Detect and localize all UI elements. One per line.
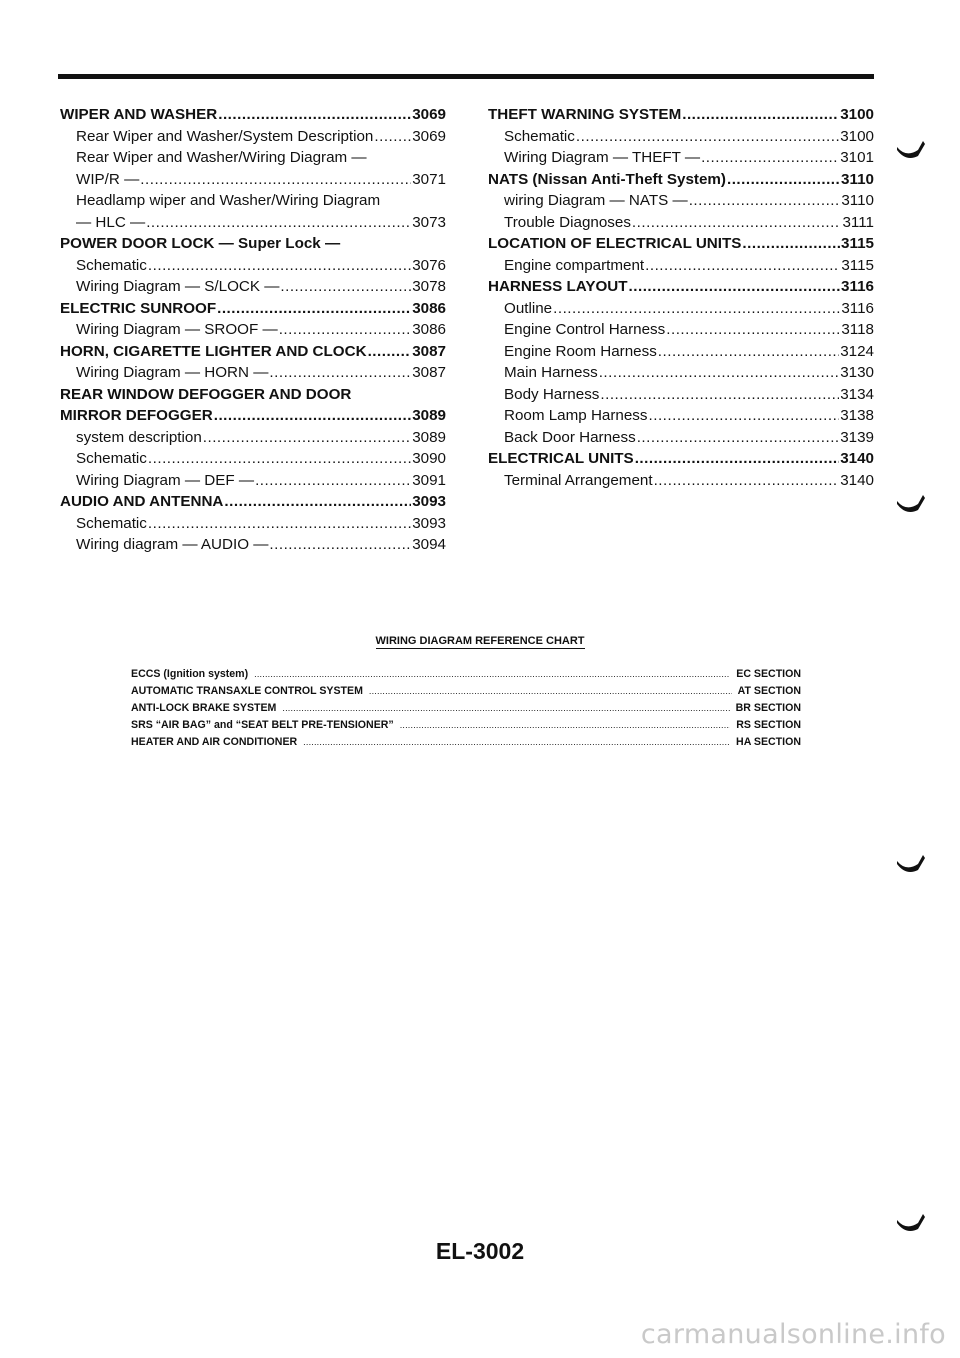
toc-entry-label: wiring Diagram — NATS — <box>504 192 688 209</box>
toc-page-number: 3078 <box>412 278 446 295</box>
toc-entry-label: WIP/R — <box>76 170 140 188</box>
tab-marker-icon <box>896 852 926 874</box>
toc-heading <box>488 104 874 126</box>
toc-heading <box>488 276 874 298</box>
toc-page-number: 3093 <box>412 493 446 510</box>
toc-page-number: 3091 <box>412 471 446 489</box>
toc-entry: Headlamp wiper and Washer/Wiring Diagram <box>76 192 381 209</box>
dot-leader <box>214 405 411 427</box>
toc-entry-label: Body Harness <box>504 385 600 403</box>
toc-page-number: 3110 <box>841 192 874 209</box>
dot-leader <box>217 298 411 320</box>
toc-page-number: 3139 <box>840 428 874 446</box>
toc-entry-label: AUDIO AND ANTENNA <box>60 493 224 510</box>
toc-entry <box>60 470 446 492</box>
toc-page-number: 3130 <box>840 364 874 381</box>
toc-page-number: 3115 <box>841 256 874 274</box>
page-number: EL-3002 <box>435 1238 525 1264</box>
reference-row <box>131 666 801 683</box>
toc-page-number: 3111 <box>842 213 874 231</box>
toc-entry-label: Wiring Diagram — SROOF — <box>76 321 278 338</box>
toc-page-number: 3076 <box>412 256 446 274</box>
toc-entry-label: Schematic <box>76 256 147 274</box>
dot-leader <box>282 700 729 717</box>
dot-leader <box>632 212 842 234</box>
toc-entry-label: Wiring Diagram — DEF — <box>76 471 255 489</box>
toc-entry <box>60 448 446 470</box>
toc-page-number: 3101 <box>840 149 874 166</box>
reference-system-label: ECCS (Ignition system) <box>131 668 249 680</box>
toc-heading <box>60 104 446 126</box>
toc-page-number: 3116 <box>841 278 874 295</box>
dot-leader <box>649 405 840 427</box>
toc-entry-label: Back Door Harness <box>504 428 636 446</box>
dot-leader <box>218 104 411 126</box>
toc-entry-label: NATS (Nissan Anti-Theft System) <box>488 170 726 188</box>
dot-leader <box>368 341 412 363</box>
toc-heading: POWER DOOR LOCK — Super Lock — <box>60 235 341 252</box>
dot-leader <box>255 470 411 492</box>
toc-page-number: 3118 <box>841 321 874 338</box>
toc-entry <box>488 427 874 449</box>
dot-leader <box>203 427 411 449</box>
toc-page-number: 3134 <box>840 385 874 403</box>
toc-heading <box>488 448 874 470</box>
tab-marker-icon <box>896 492 926 514</box>
dot-leader <box>303 734 730 751</box>
toc-entry <box>60 169 446 191</box>
dot-leader <box>637 427 840 449</box>
toc-entry-label: Wiring Diagram — S/LOCK — <box>76 278 280 295</box>
dot-leader <box>576 126 839 148</box>
reference-section-label: RS SECTION <box>736 719 801 731</box>
toc-page-number: 3110 <box>841 170 874 188</box>
toc-page-number: 3086 <box>412 321 446 338</box>
reference-row <box>131 683 801 700</box>
dot-leader <box>280 276 411 298</box>
toc-page-number: 3115 <box>841 235 874 252</box>
toc-entry: Rear Wiper and Washer/Wiring Diagram — <box>76 149 367 166</box>
toc-page-number: 3073 <box>412 213 446 231</box>
reference-system-label: ANTI-LOCK BRAKE SYSTEM <box>131 702 277 714</box>
toc-entry <box>60 362 446 384</box>
toc-entry-label: ELECTRIC SUNROOF <box>60 299 217 317</box>
toc-left-column <box>60 104 446 556</box>
dot-leader <box>645 255 840 277</box>
tab-marker-icon <box>896 1211 926 1233</box>
toc-entry <box>60 427 446 449</box>
toc-entry-label: system description <box>76 428 202 446</box>
top-rule <box>58 74 874 79</box>
dot-leader <box>148 448 411 470</box>
toc-heading <box>60 341 446 363</box>
toc-page-number: 3116 <box>841 299 874 317</box>
toc-entry <box>60 319 446 341</box>
toc-entry-label: Wiring Diagram — THEFT — <box>504 149 701 166</box>
toc-entry <box>60 255 446 277</box>
toc-page-number: 3138 <box>840 407 874 424</box>
toc-heading: REAR WINDOW DEFOGGER AND DOOR <box>60 385 352 403</box>
toc-page-number: 3087 <box>412 364 446 381</box>
toc-entry-label: Main Harness <box>504 364 598 381</box>
dot-leader <box>682 104 839 126</box>
dot-leader <box>629 276 841 298</box>
toc-entry-label: Schematic <box>504 127 575 145</box>
toc-entry-label: WIPER AND WASHER <box>60 106 218 123</box>
dot-leader <box>727 169 840 191</box>
toc-entry-label: Engine compartment <box>504 256 645 274</box>
dot-leader <box>279 319 412 341</box>
dot-leader <box>148 513 411 535</box>
reference-section-label: BR SECTION <box>735 702 801 714</box>
toc-entry-label: HORN, CIGARETTE LIGHTER AND CLOCK <box>60 342 367 360</box>
toc-page-number: 3094 <box>412 536 446 553</box>
reference-section-label: EC SECTION <box>736 668 801 680</box>
toc-entry <box>488 470 874 492</box>
dot-leader <box>269 362 411 384</box>
tab-marker-icon <box>896 138 926 160</box>
dot-leader <box>658 341 839 363</box>
dot-leader <box>140 169 411 191</box>
toc-page-number: 3071 <box>412 170 446 188</box>
dot-leader <box>224 491 411 513</box>
toc-entry <box>60 513 446 535</box>
toc-entry-label: Wiring Diagram — HORN — <box>76 364 269 381</box>
toc-heading <box>488 169 874 191</box>
dot-leader <box>269 534 411 556</box>
toc-entry-label: LOCATION OF ELECTRICAL UNITS <box>488 235 742 252</box>
reference-chart-title: WIRING DIAGRAM REFERENCE CHART <box>375 635 585 647</box>
toc-entry-label: THEFT WARNING SYSTEM <box>488 106 682 123</box>
dot-leader <box>654 470 840 492</box>
toc-entry <box>488 362 874 384</box>
toc-entry <box>488 190 874 212</box>
dot-leader <box>599 362 840 384</box>
toc-page-number: 3140 <box>840 450 874 467</box>
toc-page-number: 3093 <box>412 514 446 532</box>
toc-entry <box>60 126 446 148</box>
toc-entry-label: — HLC — <box>76 213 146 231</box>
reference-row <box>131 717 801 734</box>
toc-entry-label: Trouble Diagnoses <box>504 213 631 231</box>
toc-page-number: 3089 <box>412 428 446 446</box>
dot-leader <box>400 717 731 734</box>
dot-leader <box>701 147 839 169</box>
dot-leader <box>148 255 411 277</box>
toc-heading <box>488 233 874 255</box>
toc-entry <box>488 384 874 406</box>
dot-leader <box>254 666 730 683</box>
dot-leader <box>635 448 840 470</box>
watermark: carmanualsonline.info <box>640 1319 946 1350</box>
toc-entry-label: Wiring diagram — AUDIO — <box>76 536 269 553</box>
toc-page-number: 3089 <box>412 407 446 424</box>
toc-entry <box>60 212 446 234</box>
toc-page-number: 3087 <box>412 342 446 360</box>
toc-page-number: 3100 <box>840 127 874 145</box>
toc-entry-label: Outline <box>504 299 553 317</box>
toc-heading <box>60 298 446 320</box>
reference-section-label: HA SECTION <box>736 736 801 748</box>
toc-page-number: 3069 <box>412 106 446 123</box>
reference-row <box>131 700 801 717</box>
toc-page-number: 3124 <box>840 342 874 360</box>
toc-entry-label: Schematic <box>76 450 147 467</box>
reference-system-label: SRS “AIR BAG” and “SEAT BELT PRE-TENSIONER” <box>131 719 394 731</box>
dot-leader <box>374 126 411 148</box>
toc-heading <box>60 491 446 513</box>
dot-leader <box>742 233 840 255</box>
toc-entry <box>488 147 874 169</box>
dot-leader <box>369 683 732 700</box>
toc-entry <box>488 405 874 427</box>
toc-entry <box>488 298 874 320</box>
toc-page-number: 3069 <box>412 127 446 145</box>
dot-leader <box>600 384 839 406</box>
toc-entry-label: Schematic <box>76 514 147 532</box>
reference-row <box>131 734 801 751</box>
toc-right-column <box>488 104 874 491</box>
toc-page-number: 3140 <box>840 471 874 489</box>
toc-entry <box>60 276 446 298</box>
reference-chart <box>131 666 801 751</box>
toc-heading <box>60 405 446 427</box>
dot-leader <box>666 319 840 341</box>
toc-entry-label: Terminal Arrangement <box>504 471 653 489</box>
toc-entry <box>488 319 874 341</box>
toc-page-number: 3086 <box>412 299 446 317</box>
toc-entry-label: Engine Control Harness <box>504 321 666 338</box>
toc-entry-label: HARNESS LAYOUT <box>488 278 628 295</box>
toc-page-number: 3100 <box>840 106 874 123</box>
toc-entry-label: MIRROR DEFOGGER <box>60 407 213 424</box>
toc-entry <box>488 255 874 277</box>
toc-entry-label: ELECTRICAL UNITS <box>488 450 634 467</box>
toc-entry <box>488 341 874 363</box>
reference-system-label: HEATER AND AIR CONDITIONER <box>131 736 298 748</box>
toc-entry-label: Room Lamp Harness <box>504 407 648 424</box>
toc-entry-label: Engine Room Harness <box>504 342 657 360</box>
reference-section-label: AT SECTION <box>737 685 801 697</box>
reference-system-label: AUTOMATIC TRANSAXLE CONTROL SYSTEM <box>131 685 363 697</box>
dot-leader <box>553 298 840 320</box>
dot-leader <box>689 190 841 212</box>
toc-entry-label: Rear Wiper and Washer/System Description <box>76 127 374 145</box>
toc-entry <box>488 126 874 148</box>
toc-entry <box>60 534 446 556</box>
toc-page-number: 3090 <box>412 450 446 467</box>
dot-leader <box>146 212 411 234</box>
toc-entry <box>488 212 874 234</box>
